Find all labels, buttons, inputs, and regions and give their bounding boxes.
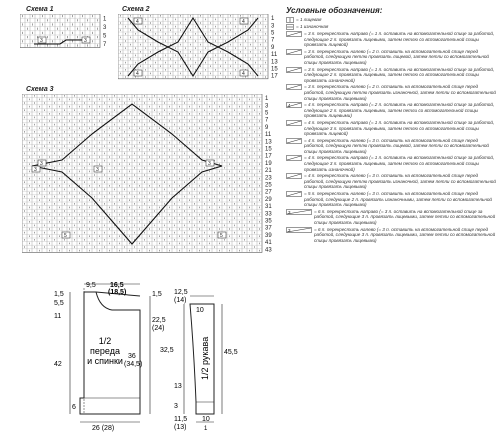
legend-symbol-icon [286, 67, 302, 73]
dim-sleeve-bottom: 11,5 [174, 416, 188, 423]
row-number: 23 [265, 175, 272, 182]
dim-sleeve-bottom-alt: (13) [174, 424, 187, 431]
legend-symbol-icon [286, 24, 294, 30]
legend-symbol-icon [286, 227, 312, 233]
row-number: 7 [265, 117, 269, 124]
sleeve-label: 1/2 рукава [200, 336, 210, 380]
row-number: 1 [271, 16, 275, 23]
dim-width: 26 (28) [92, 425, 115, 432]
legend-symbol-icon [286, 102, 302, 108]
cross-count: 5 [64, 233, 67, 239]
legend-text: = 4 п. перекрестить направо (= 2 п. оставить на вспомогательной спице за работой, следующие 2 п. провязать лицевыми, затем петли со вспомогательной спицы провязать лицевыми) [304, 102, 495, 119]
scheme-1-chart [20, 14, 120, 54]
legend-item [286, 191, 498, 208]
legend-text: = 6 п. перекрестить налево (= 3 п. оставить на вспомогательной спице перед работой, следующие 3 п. провязать лицевыми, затем петли со вспомогательной спицы провязать лицевыми) [314, 226, 496, 243]
legend-text: = 3 п. перекрестить направо (= 1 п. оставить на вспомогательной спице за работой, следующие 2 п. провязать лицевыми, затем петлю со вспомогательной спицы провязать лицевой) [304, 31, 495, 48]
row-number: 5 [265, 110, 269, 117]
row-number: 9 [271, 44, 275, 51]
legend-symbol-icon [286, 173, 302, 179]
legend-text: = 1 лицевая [296, 17, 322, 22]
legend-text: = 4 п. перекрестить налево (= 3 п. оставить на вспомогательной спице перед работой, следующую петлю провязать изнаночной, затем петли со вспомогательной спицы провязать лицевыми) [304, 173, 496, 190]
cross-count: 3 [34, 167, 37, 173]
dim-neck-depth: 5,5 [54, 300, 64, 307]
scheme-3-chart [22, 94, 286, 258]
row-number: 3 [103, 25, 107, 32]
dim-collar: 11 [54, 313, 62, 320]
row-number: 37 [265, 225, 272, 232]
legend-text: = 4 п. перекрестить направо (= 1 п. оставить на вспомогательной спице за работой, следующие 3 п. провязать лицевыми, затем петлю со вспомогательной спицы провязать изнаночной) [304, 155, 495, 172]
legend-symbol-icon [286, 138, 302, 144]
scheme-3-title: Схема 3 [26, 86, 54, 93]
row-number: 33 [265, 211, 272, 218]
dim-sleeve-lower: 13 [174, 383, 182, 390]
cross-count: 4 [136, 19, 139, 25]
row-number: 27 [265, 189, 272, 196]
cross-count: 3 [40, 38, 43, 44]
legend-item [286, 227, 498, 244]
body-label-1: 1/2 [98, 336, 112, 346]
legend-item [286, 120, 498, 137]
dim-neck-width: 9,5 [86, 282, 96, 289]
row-number: 3 [271, 23, 275, 30]
legend-text: = 4 п. перекрестить налево (= 3 п. оставить на вспомогательной спице перед работой, следующую петлю провязать лицевой, затем петли со вспомогательной спицы провязать лицевыми) [304, 137, 489, 154]
legend-items [286, 17, 498, 243]
row-number: 21 [265, 168, 272, 175]
row-number: 43 [265, 247, 272, 254]
row-number: 1 [265, 96, 269, 103]
dim-drop-top: 1,5 [54, 291, 64, 298]
row-number: 35 [265, 218, 272, 225]
legend-item [286, 67, 498, 84]
legend-symbol-icon [286, 120, 302, 126]
dim-sleeve-top: 12,5 [174, 289, 188, 296]
row-number: 5 [103, 33, 107, 40]
body-label-3: и спинки [87, 356, 123, 366]
row-number: 31 [265, 204, 272, 211]
dim-armhole: 22,5 [152, 317, 166, 324]
scheme-1-title: Схема 1 [26, 6, 54, 13]
legend-item [286, 138, 498, 155]
legend-symbol-icon [286, 209, 312, 215]
row-number: 9 [265, 124, 269, 131]
scheme-2-chart [118, 14, 284, 82]
dim-cap-side: 10 [196, 307, 204, 314]
legend-symbol-icon [286, 17, 294, 23]
legend-item [286, 17, 498, 23]
cross-count: 3 [96, 167, 99, 173]
legend-item [286, 24, 498, 30]
cross-count: 5 [220, 233, 223, 239]
row-number: 41 [265, 240, 272, 247]
legend-text: = 3 п. перекрестить налево (= 2 п. оставить на вспомогательной спице перед работой, следующую петлю провязать изнаночной, затем петли со вспомогательной спицы провязать лицевыми) [304, 84, 496, 101]
legend-text: = 1 изнаночная [296, 24, 329, 29]
legend-item [286, 209, 498, 226]
cross-count: 3 [208, 161, 211, 167]
dim-total-height: 42 [54, 361, 62, 368]
row-number: 5 [271, 30, 275, 37]
legend-text: = 3 п. перекрестить направо (= 1 п. оставить на вспомогательной спице за работой, следующие 2 п. провязать лицевыми, затем петлю со вспомогательной спицы провязать изнаночной) [304, 66, 495, 83]
legend [286, 6, 498, 244]
dim-sleeve-bottom-side: 10 [202, 416, 210, 423]
legend-item [286, 173, 498, 190]
dim-sleeve-tick: 1 [204, 426, 208, 432]
row-number: 15 [265, 146, 272, 153]
legend-marker: 3 [288, 227, 291, 233]
row-number: 7 [271, 37, 275, 44]
cross-count: 4 [242, 19, 245, 25]
legend-text: = 4 п. перекрестить направо (= 1 п. оставить на вспомогательной спице за работой, следующие 3 п. провязать лицевыми, затем петлю со вспомогательной спицы провязать лицевой) [304, 119, 495, 137]
legend-symbol-icon [286, 49, 302, 55]
row-number: 3 [265, 103, 269, 110]
dim-shoulder-slope: 1,5 [152, 291, 162, 298]
cross-count: 4 [242, 71, 245, 77]
row-number: 13 [271, 59, 278, 66]
cross-count: 3 [84, 38, 87, 44]
legend-text: = 3 п. перекрестить налево (= 2 п. оставить на вспомогательной спице перед работой, следующую петлю провязать лицевой, затем петли со вспомогательной спицы провязать лицевыми) [304, 48, 489, 65]
legend-marker: 4 [288, 103, 291, 109]
dim-side-alt: (34,5) [124, 361, 143, 368]
legend-item [286, 84, 498, 101]
sleeve-schematic [160, 282, 290, 432]
dim-sleeve-top-alt: (14) [174, 297, 187, 304]
legend-symbol-icon [286, 31, 302, 37]
dim-shoulder-alt: (18,5) [108, 289, 127, 296]
row-number: 7 [103, 41, 107, 48]
legend-title: Условные обозначения: [286, 6, 383, 15]
dim-sleeve-length-right: 45,5 [224, 349, 238, 356]
scheme-2-title: Схема 2 [122, 6, 150, 13]
row-number: 13 [265, 139, 272, 146]
row-number: 11 [271, 52, 278, 59]
row-number: 11 [265, 132, 272, 139]
legend-item [286, 49, 498, 66]
legend-item [286, 31, 498, 48]
legend-symbol-icon [286, 191, 302, 197]
dim-armhole-alt: (24) [152, 325, 165, 332]
row-number: 29 [265, 196, 272, 203]
legend-marker: 3 [288, 209, 291, 215]
body-label-2: переда [90, 346, 120, 356]
legend-item [286, 102, 498, 119]
legend-symbol-icon [286, 155, 302, 161]
row-number: 1 [103, 16, 107, 23]
row-number: 39 [265, 232, 272, 239]
dim-hem: 6 [72, 404, 76, 411]
dim-sleeve-length-left: 32,5 [160, 347, 174, 354]
cross-count: 4 [136, 71, 139, 77]
row-number: 17 [271, 73, 278, 80]
row-number: 15 [271, 66, 278, 73]
legend-text: = 5 п. перекрестить налево (= 3 п. оставить на вспомогательной спице перед работой, следующие 2 п. провязать изнаночными, затем петли со вспомогательной спицы провязать лицевыми) [304, 191, 492, 208]
legend-symbol-icon [286, 84, 302, 90]
dim-side: 36 [128, 353, 136, 360]
row-number: 25 [265, 182, 272, 189]
legend-text: = 6 п. перекрестить направо (= 3 п. оставить на вспомогательной спице за работой, следующие 3 п. провязать лицевыми, затем петли со вспомогательной спицы провязать лицевыми) [314, 208, 496, 225]
dim-cuff: 3 [174, 403, 178, 410]
legend-item [286, 155, 498, 172]
cross-count: 3 [40, 161, 43, 167]
dim-shoulder: 16,5 [110, 282, 124, 289]
row-number: 17 [265, 153, 272, 160]
row-number: 19 [265, 160, 272, 167]
